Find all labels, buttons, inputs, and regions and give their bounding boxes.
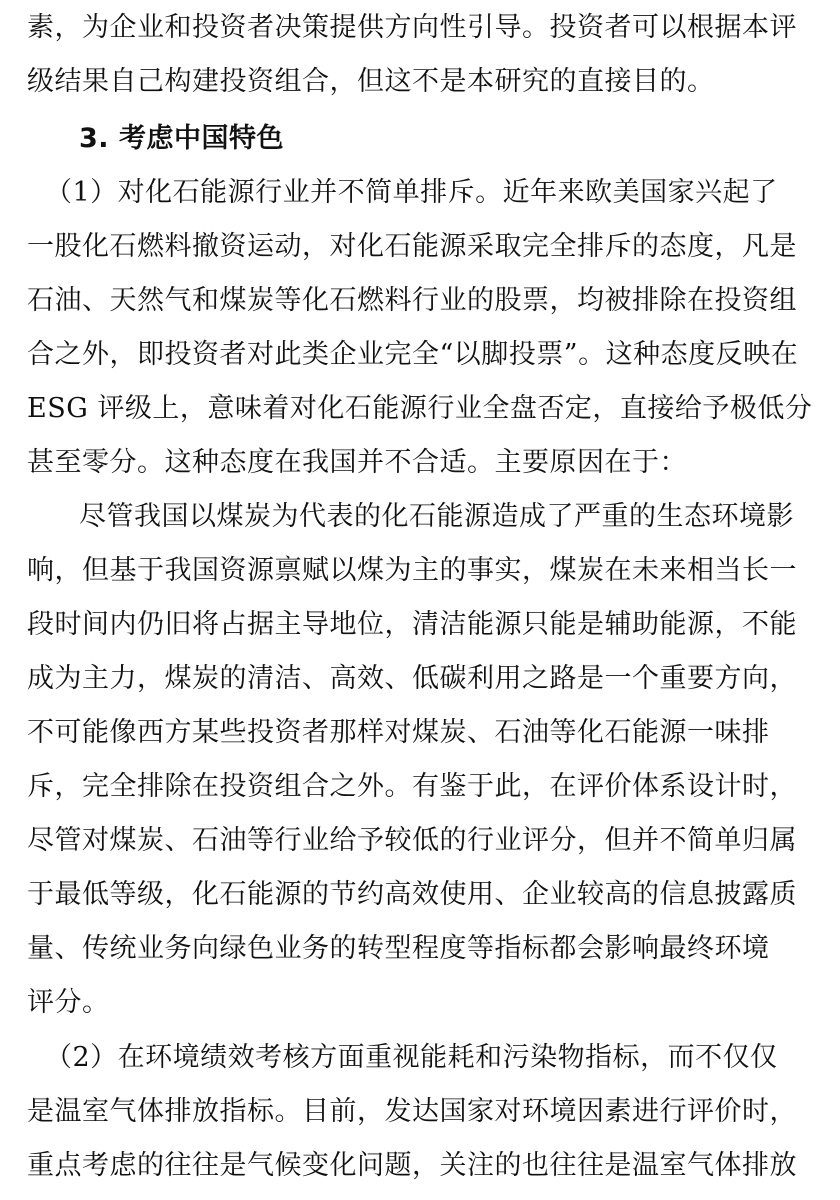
text-line: 素，为企业和投资者决策提供方向性引导。投资者可以根据本评 [27,12,797,43]
text-line: 尽管对煤炭、石油等行业给予较低的行业评分，但并不简单归属 [27,825,797,856]
text-line: 成为主力，煤炭的清洁、高效、低碳利用之路是一个重要方向， [27,663,797,694]
text-line: 斥，完全排除在投资组合之外。有鉴于此，在评价体系设计时， [27,771,797,802]
text-line: （2）在环境绩效考核方面重视能耗和污染物指标，而不仅仅 [45,1042,778,1073]
text-line: 于最低等级，化石能源的节约高效使用、企业较高的信息披露质 [27,879,797,910]
text-line: 段时间内仍旧将占据主导地位，清洁能源只能是辅助能源，不能 [27,609,797,640]
text-line: 甚至零分。这种态度在我国并不合适。主要原因在于： [27,447,687,478]
section-heading: 3. 考虑中国特色 [79,123,284,154]
text-line: 重点考虑的往往是气候变化问题，关注的也往往是温室气体排放 [27,1150,797,1181]
text-line: （1）对化石能源行业并不简单排斥。近年来欧美国家兴起了 [45,177,778,208]
text-line: 级结果自己构建投资组合，但这不是本研究的直接目的。 [27,66,715,97]
text-line: 响，但基于我国资源禀赋以煤为主的事实，煤炭在未来相当长一 [27,555,797,586]
text-line: 一股化石燃料撤资运动，对化石能源采取完全排斥的态度，凡是 [27,231,797,262]
text-line: 评分。 [27,987,110,1018]
text-line: 量、传统业务向绿色业务的转型程度等指标都会影响最终环境 [27,933,770,964]
text-line: 不可能像西方某些投资者那样对煤炭、石油等化石能源一味排 [27,717,770,748]
text-line: 石油、天然气和煤炭等化石燃料行业的股票，均被排除在投资组 [27,285,797,316]
text-line: 尽管我国以煤炭为代表的化石能源造成了严重的生态环境影 [79,501,794,532]
text-line: ESG 评级上，意味着对化石能源行业全盘否定，直接给予极低分 [27,393,813,424]
text-line: 合之外，即投资者对此类企业完全“以脚投票”。这种态度反映在 [27,339,799,370]
text-line: 是温室气体排放指标。目前，发达国家对环境因素进行评价时， [27,1096,797,1127]
